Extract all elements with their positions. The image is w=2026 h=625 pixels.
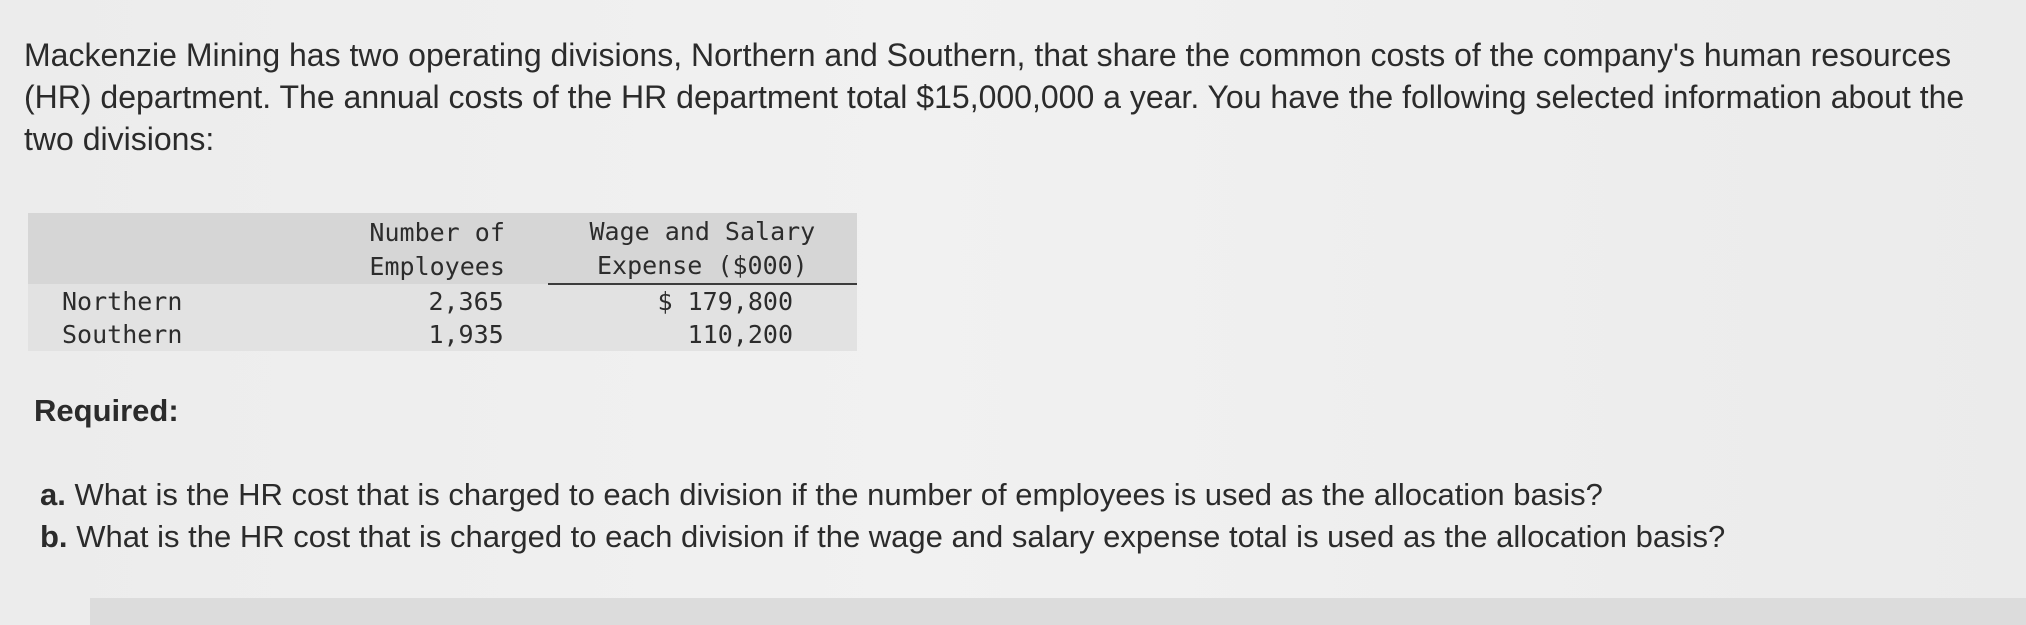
table-header-row <box>28 213 857 284</box>
wage-expense: $ 179,800 <box>548 284 857 318</box>
header-employees <box>327 213 548 284</box>
employee-count: 2,365 <box>327 284 548 318</box>
wage-expense: 110,200 <box>548 318 857 351</box>
header-wage-line1: Wage and Salary <box>589 217 816 246</box>
employee-count: 1,935 <box>327 318 548 351</box>
question-letter: a. <box>40 477 66 512</box>
question-a <box>40 474 2000 516</box>
division-name: Southern <box>28 318 327 351</box>
header-division <box>28 213 327 284</box>
question-text: What is the HR cost that is charged to each division if the number of employees is used as the allocation basis? <box>74 477 1603 512</box>
question-b <box>40 516 2000 558</box>
division-data-table <box>28 213 857 351</box>
table-row <box>28 318 857 351</box>
header-employees-line1: Number of <box>369 218 505 247</box>
header-wage <box>548 213 857 284</box>
question-list <box>40 474 2000 558</box>
question-text: What is the HR cost that is charged to each division if the wage and salary expense total is used as the allocation basis? <box>76 519 1726 554</box>
header-wage-line2: Expense ($000) <box>597 251 808 280</box>
required-heading: Required: <box>34 393 179 428</box>
question-letter: b. <box>40 519 68 554</box>
division-name: Northern <box>28 284 327 318</box>
header-employees-line2: Employees <box>369 252 505 281</box>
table-row <box>28 284 857 318</box>
problem-intro: Mackenzie Mining has two operating divisions, Northern and Southern, that share the common costs of the company's human resources (HR) department. The annual costs of the HR department total $15,000,000 a year. You have the following selected information about the two divisions: <box>24 37 1965 157</box>
answer-panel-edge <box>90 598 2026 625</box>
